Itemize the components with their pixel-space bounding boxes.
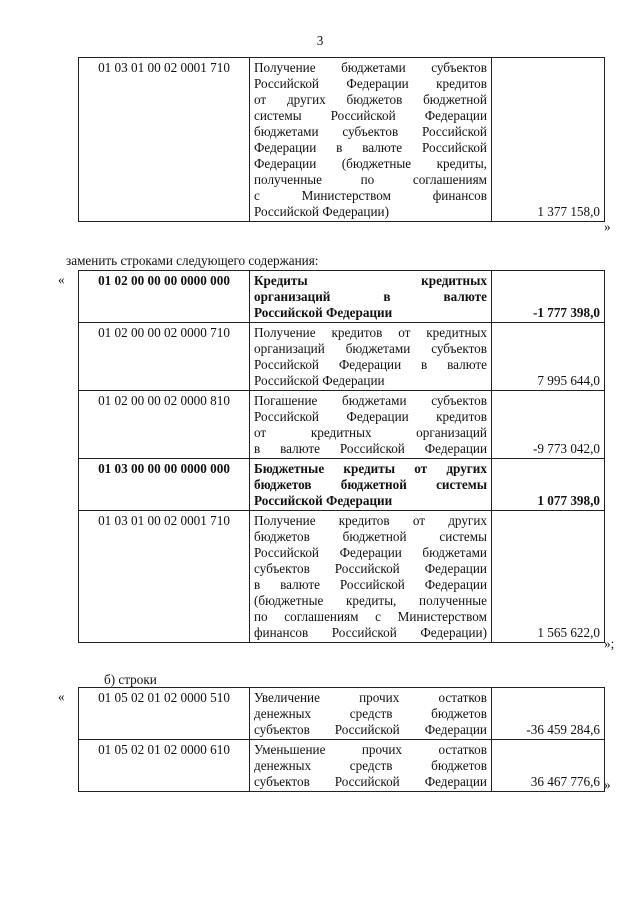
- word: бюджетами: [422, 545, 487, 560]
- description-line: [254, 172, 487, 188]
- word: с: [375, 609, 381, 624]
- description-line: [254, 60, 487, 76]
- word: бюджетами: [254, 124, 319, 139]
- word: в: [254, 441, 261, 456]
- description-cell: [250, 323, 492, 391]
- word: в: [421, 357, 428, 372]
- word: с: [254, 188, 260, 203]
- word: бюджетной: [423, 92, 487, 107]
- word: (бюджетные: [341, 156, 412, 171]
- word: Федерации: [254, 140, 317, 155]
- word: в: [336, 140, 343, 155]
- table-1: [78, 57, 605, 222]
- word: кредитных: [421, 273, 487, 288]
- word: Российской: [339, 577, 405, 592]
- budget-code-cell: 01 02 00 00 02 0000 710: [79, 323, 250, 391]
- word: валюте: [280, 577, 320, 592]
- amount-cell: 1 077 398,0: [492, 459, 605, 511]
- table-3: [78, 687, 605, 792]
- word: от: [412, 513, 425, 528]
- word: от: [254, 425, 267, 440]
- description-line: [254, 409, 487, 425]
- word: Увеличение: [254, 690, 320, 705]
- word: организаций: [416, 425, 487, 440]
- closing-quote-3: »: [604, 777, 611, 792]
- word: соглашениям: [412, 172, 487, 187]
- caption-replace: заменить строками следующего содержания:: [66, 253, 319, 268]
- amount-cell: -36 459 284,6: [492, 688, 605, 740]
- word: Российской: [254, 357, 319, 372]
- word: от: [414, 461, 428, 476]
- description-line: [254, 529, 487, 545]
- word: Российской: [422, 140, 487, 155]
- budget-code-cell: 01 03 00 00 00 0000 000: [79, 459, 250, 511]
- budget-code-cell: 01 03 01 00 02 0001 710: [79, 511, 250, 643]
- word: Российской: [334, 722, 400, 737]
- opening-quote-2: «: [58, 272, 65, 287]
- word: полученные: [254, 172, 322, 187]
- description-line: [254, 273, 487, 289]
- word: финансов: [432, 188, 487, 203]
- word: Получение: [254, 513, 316, 528]
- word: в: [383, 289, 391, 304]
- table-row: [79, 271, 605, 323]
- amount-cell: 1 565 622,0: [492, 511, 605, 643]
- word: соглашениям: [284, 609, 359, 624]
- description-line: [254, 108, 487, 124]
- word: в: [254, 577, 261, 592]
- word: Погашение: [254, 393, 318, 408]
- word: Российской: [254, 76, 319, 91]
- word: кредитов: [436, 409, 487, 424]
- word: Федерации: [424, 774, 487, 789]
- budget-code-cell: 01 02 00 00 02 0000 810: [79, 391, 250, 459]
- description-line: [254, 461, 487, 477]
- description-line: [254, 441, 487, 457]
- description-line: Российской Федерации): [254, 204, 389, 219]
- word: субъектов: [254, 774, 310, 789]
- word: других: [446, 461, 487, 476]
- word: кредиты: [343, 461, 396, 476]
- description-line: [254, 325, 487, 341]
- budget-code-cell: 01 05 02 01 02 0000 610: [79, 740, 250, 792]
- description-line: Российской Федерации: [254, 373, 385, 388]
- description-line: [254, 92, 487, 108]
- word: других: [286, 92, 326, 107]
- amount-cell: 1 377 158,0: [492, 58, 605, 222]
- description-line: [254, 124, 487, 140]
- description-line: [254, 357, 487, 373]
- word: Российской: [334, 774, 400, 789]
- word: Российской: [339, 441, 405, 456]
- word: Кредиты: [254, 273, 308, 288]
- table-row: [79, 58, 605, 222]
- word: бюджетов: [254, 477, 312, 492]
- budget-code-cell: 01 03 01 00 02 0001 710: [79, 58, 250, 222]
- word: субъектов: [254, 561, 310, 576]
- table-3-block: [78, 687, 605, 792]
- word: валюте: [362, 140, 403, 155]
- word: кредитов: [338, 513, 390, 528]
- description-line: [254, 513, 487, 529]
- closing-quote-2: »;: [604, 636, 615, 651]
- description-line: [254, 341, 487, 357]
- description-line: [254, 156, 487, 172]
- caption-b-rows: б) строки: [104, 672, 157, 687]
- word: Федерации: [424, 722, 487, 737]
- word: системы: [436, 477, 487, 492]
- word: бюджетов: [254, 529, 310, 544]
- word: прочих: [361, 742, 403, 757]
- table-row: [79, 459, 605, 511]
- word: денежных: [254, 706, 312, 721]
- amount-cell: -1 777 398,0: [492, 271, 605, 323]
- word: других: [448, 513, 487, 528]
- table-row: [79, 391, 605, 459]
- word: Федерации: [338, 357, 402, 372]
- word: субъектов: [431, 393, 487, 408]
- word: Федерации): [420, 625, 487, 640]
- word: Российской: [254, 545, 319, 560]
- word: от: [398, 325, 411, 340]
- word: кредитов: [436, 76, 487, 91]
- description-cell: [250, 688, 492, 740]
- word: Министерством: [397, 609, 487, 624]
- word: средств: [349, 758, 393, 773]
- word: субъектов: [342, 124, 399, 139]
- word: субъектов: [254, 722, 310, 737]
- description-cell: [250, 511, 492, 643]
- word: остатков: [438, 690, 487, 705]
- word: Уменьшение: [254, 742, 326, 757]
- table-row: [79, 688, 605, 740]
- word: Российской: [331, 625, 397, 640]
- word: финансов: [254, 625, 309, 640]
- word: организаций: [254, 289, 331, 304]
- word: Федерации: [424, 441, 487, 456]
- table-2: [78, 270, 605, 643]
- word: остатков: [438, 742, 487, 757]
- table-1-block: [78, 57, 605, 222]
- description-line: [254, 577, 487, 593]
- amount-cell: -9 773 042,0: [492, 391, 605, 459]
- word: Российской: [330, 108, 396, 123]
- table-2-block: [78, 270, 605, 643]
- word: Получение: [254, 325, 316, 340]
- word: бюджетов: [431, 706, 487, 721]
- word: бюджетов: [431, 758, 487, 773]
- description-line: [254, 188, 487, 204]
- amount-cell: 36 467 776,6: [492, 740, 605, 792]
- word: (бюджетные: [254, 593, 324, 608]
- budget-code-cell: 01 02 00 00 00 0000 000: [79, 271, 250, 323]
- description-line: [254, 625, 487, 641]
- description-line: [254, 140, 487, 156]
- word: бюджетной: [340, 477, 407, 492]
- description-line: [254, 425, 487, 441]
- word: Федерации: [346, 409, 409, 424]
- description-cell: [250, 271, 492, 323]
- word: организаций: [254, 341, 325, 356]
- word: кредитных: [310, 425, 372, 440]
- description-cell: [250, 58, 492, 222]
- word: бюджетами: [341, 60, 406, 75]
- description-cell: [250, 740, 492, 792]
- word: Федерации: [346, 76, 409, 91]
- word: средств: [349, 706, 393, 721]
- description-line: [254, 393, 487, 409]
- word: прочих: [359, 690, 400, 705]
- word: Российской: [254, 409, 319, 424]
- amount-cell: 7 995 644,0: [492, 323, 605, 391]
- description-line: [254, 706, 487, 722]
- word: Федерации: [424, 577, 487, 592]
- word: Федерации: [424, 108, 487, 123]
- word: Федерации: [254, 156, 317, 171]
- description-cell: [250, 391, 492, 459]
- page-number: 3: [316, 33, 324, 48]
- word: системы: [254, 108, 302, 123]
- word: Бюджетные: [254, 461, 325, 476]
- word: полученные: [419, 593, 487, 608]
- description-line: [254, 758, 487, 774]
- word: Российской: [422, 124, 487, 139]
- word: валюте: [280, 441, 320, 456]
- description-line: [254, 76, 487, 92]
- description-line: [254, 742, 487, 758]
- description-line: [254, 289, 487, 305]
- word: Российской: [334, 561, 400, 576]
- word: валюте: [447, 357, 487, 372]
- word: кредиты,: [345, 593, 397, 608]
- word: по: [254, 609, 268, 624]
- word: кредитных: [426, 325, 487, 340]
- description-line: [254, 561, 487, 577]
- word: от: [254, 92, 267, 107]
- word: бюджетами: [345, 341, 411, 356]
- description-line: Российской Федерации: [254, 305, 393, 320]
- word: бюджетной: [342, 529, 407, 544]
- word: Федерации: [424, 561, 487, 576]
- word: валюте: [443, 289, 487, 304]
- word: Федерации: [339, 545, 402, 560]
- word: по: [360, 172, 375, 187]
- opening-quote-3: «: [58, 689, 65, 704]
- word: денежных: [254, 758, 312, 773]
- budget-code-cell: 01 05 02 01 02 0000 510: [79, 688, 250, 740]
- description-cell: [250, 459, 492, 511]
- word: Получение: [254, 60, 316, 75]
- description-line: [254, 690, 487, 706]
- word: субъектов: [431, 60, 487, 75]
- description-line: [254, 722, 487, 738]
- word: бюджетами: [341, 393, 407, 408]
- description-line: Российской Федерации: [254, 493, 393, 508]
- description-line: [254, 545, 487, 561]
- description-line: [254, 477, 487, 493]
- table-row: [79, 323, 605, 391]
- word: кредитов: [331, 325, 383, 340]
- word: кредиты,: [436, 156, 487, 171]
- description-line: [254, 609, 487, 625]
- word: субъектов: [431, 341, 487, 356]
- table-row: [79, 511, 605, 643]
- word: системы: [439, 529, 487, 544]
- word: бюджетов: [346, 92, 403, 107]
- description-line: [254, 593, 487, 609]
- closing-quote-1: »: [604, 219, 611, 234]
- word: Министерством: [301, 188, 391, 203]
- description-line: [254, 774, 487, 790]
- table-row: [79, 740, 605, 792]
